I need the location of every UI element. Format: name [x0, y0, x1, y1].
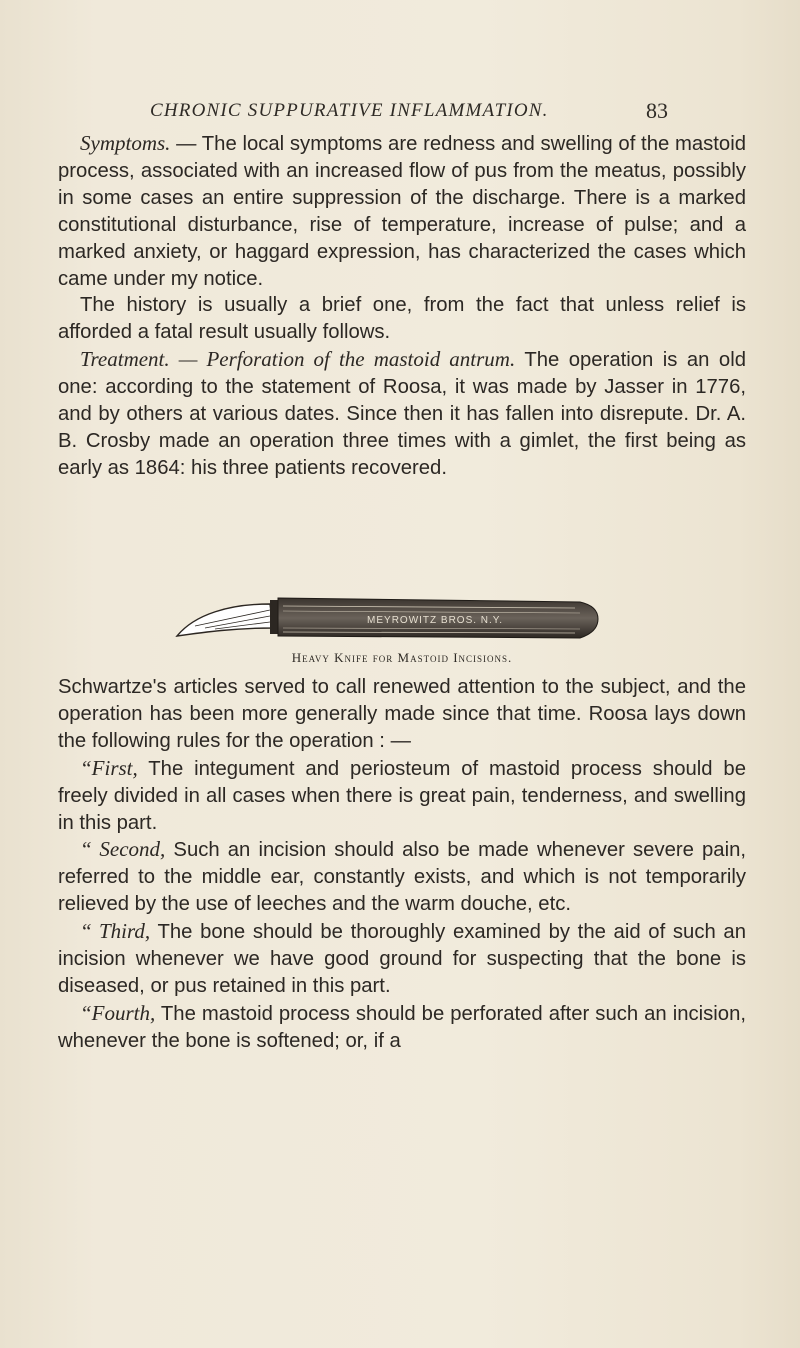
treatment-text: The operation is an old one: according to the statement of Roosa, it was made by Jasser in 1776, and by others at various dates. Since then it has fallen into disrepute. Dr. A. B. Crosby made an operation three times with a gimlet, the first being as early as 1864: his three patients recovered.	[58, 349, 746, 479]
rule-fourth	[58, 1000, 746, 1055]
paragraph-treatment	[58, 346, 746, 482]
rule-first	[58, 755, 746, 837]
text-block-bottom	[58, 674, 746, 1055]
running-header: CHRONIC SUPPURATIVE INFLAMMATION.	[150, 100, 549, 121]
rule-fourth-text: The mastoid process should be perforated after such an incision, whenever the bone is softened; or, if a	[58, 1002, 746, 1052]
history-text: The history is usually a brief one, from the fact that unless relief is afforded a fatal result usually follows.	[58, 294, 746, 344]
symptoms-heading: Symptoms.	[80, 131, 171, 155]
schwartze-text: Schwartze's articles served to call renewed attention to the subject, and the operation has been more generally made since that time. Roosa lays down the following rules for the operation : —	[58, 676, 746, 752]
treatment-heading: Treatment. — Perforation of the mastoid antrum.	[80, 347, 516, 372]
figure-caption: Heavy Knife for Mastoid Incisions.	[291, 650, 513, 665]
paragraph-symptoms	[58, 130, 746, 292]
rule-third-text: The bone should be thoroughly examined by the aid of such an incision whenever we have good ground for suspecting that the bone is diseased, or pus retained in this part.	[58, 921, 746, 997]
rule-second-label: “ Second,	[80, 837, 166, 862]
rule-third-label: “ Third,	[80, 919, 151, 944]
paragraph-history	[58, 292, 746, 346]
rule-third	[58, 918, 746, 1000]
rule-first-label: “First,	[80, 755, 138, 780]
page-number: 83	[646, 98, 668, 123]
paragraph-schwartze	[58, 674, 746, 755]
mastoid-knife-illustration	[175, 594, 600, 644]
symptoms-text: — The local symptoms are redness and swelling of the mastoid process, associated with an increased flow of pus from the meatus, possibly in some cases an entire suppression of the discharge. There is a marked constitutional disturbance, rise of temperature, increase of pulse; and a marked anxiety, or haggard expression, has characterized the cases which came under my notice.	[58, 133, 746, 290]
rule-first-text: The integument and periosteum of mastoid process should be freely divided in all cases when there is great pain, tenderness, and swelling in this part.	[58, 757, 746, 834]
text-block-top	[58, 130, 746, 482]
knife-maker-stamp: MEYROWITZ BROS. N.Y.	[367, 615, 503, 626]
rule-second	[58, 836, 746, 918]
rule-second-text: Such an incision should also be made whenever severe pain, referred to the middle ear, constantly exists, and which is not temporarily relieved by the use of leeches and the warm douche, etc.	[58, 839, 746, 916]
rule-fourth-label: “Fourth,	[80, 1000, 156, 1025]
knife-bolster	[270, 600, 278, 634]
